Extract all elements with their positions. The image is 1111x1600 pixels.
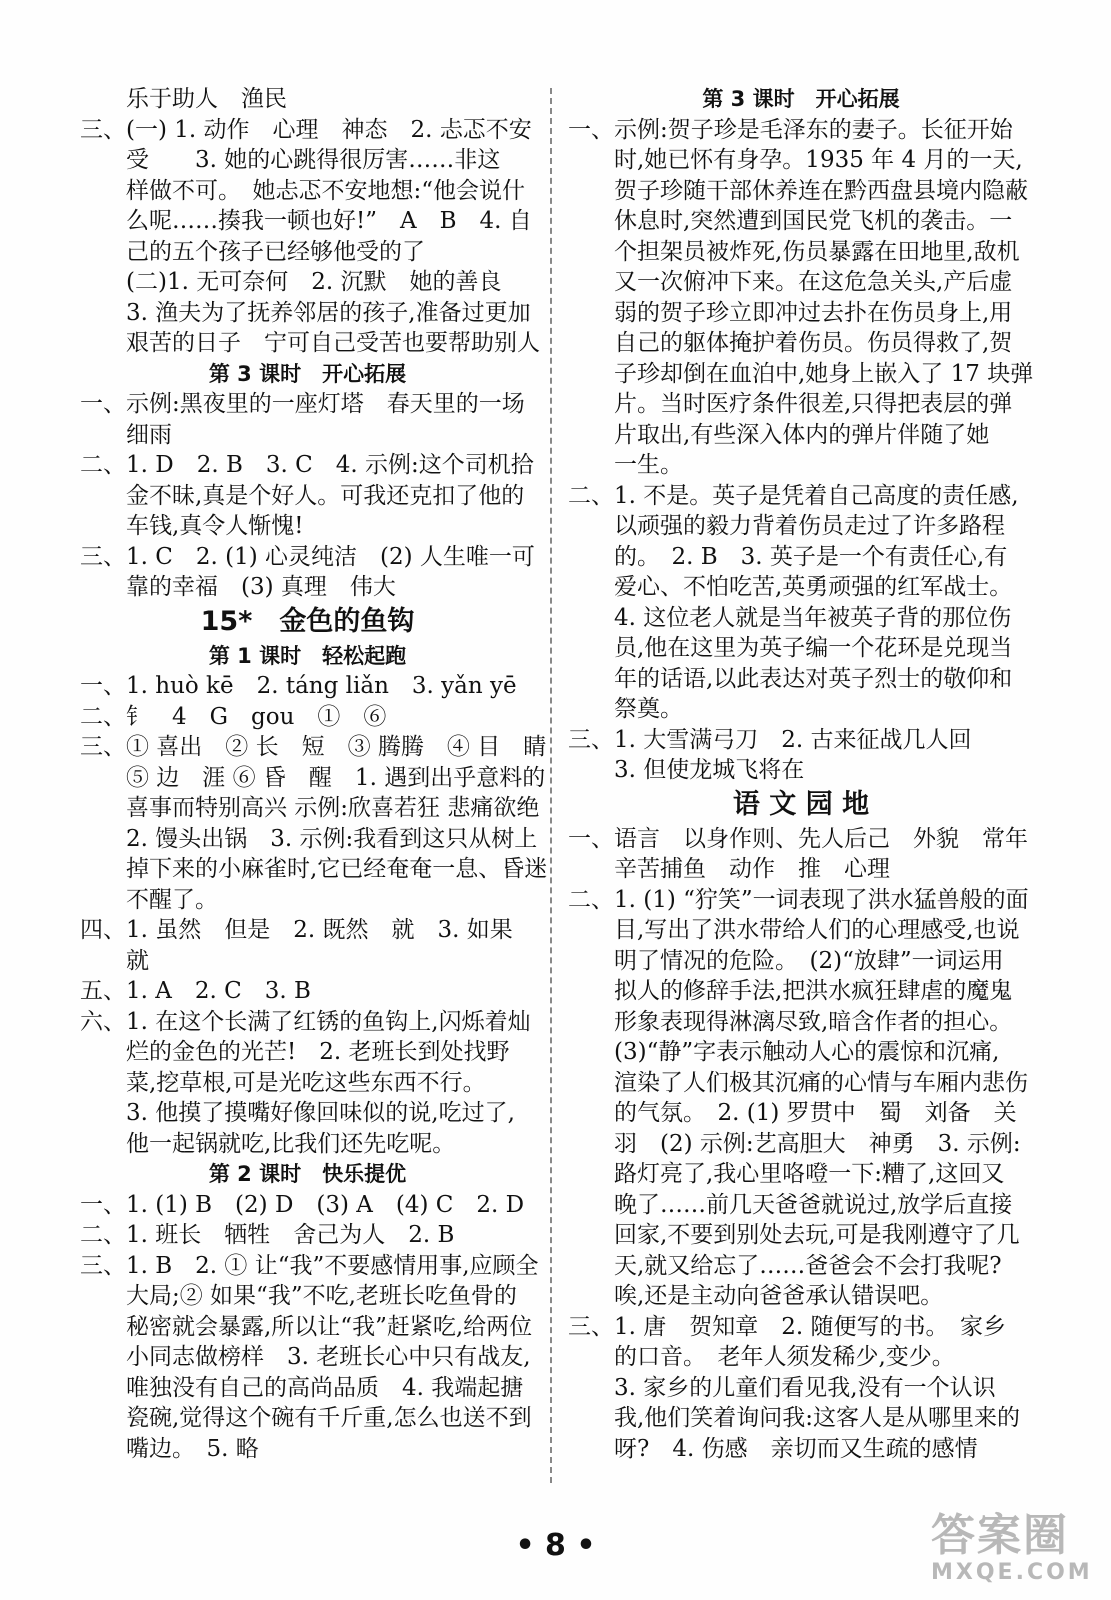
answer-line: 又一次俯冲下来。在这危急关头,产后虚 [614,269,1013,295]
lesson-heading: 第 3 课时 开心拓展 [702,87,900,111]
answer-line: 一、1. (1) B (2) D (3) A (4) C 2. D [80,1191,525,1218]
answer-line: 样做不可。 她忐忑不安地想:“他会说什 [126,177,526,204]
answer-line: 金不昧,真是个好人。可我还克扣了他的 [126,482,525,509]
answer-line: 年的话语,以此表达对英子烈士的敬仰和 [614,665,1013,692]
answer-line: 一、语言 以身作则、先人后己 外貌 常年 [568,825,1028,852]
answer-line: 我,他们笑着询问我:这客人是从哪里来的 [614,1405,1021,1431]
answer-line: 六、1. 在这个长满了红锈的鱼钩上,闪烁着灿 [80,1008,531,1035]
answer-line: 二、1. 班长 牺牲 舍己为人 2. B [80,1222,455,1248]
watermark-logo [931,1512,1101,1592]
answer-line: 一生。 [614,452,683,478]
answer-line: 3. 但使龙城飞将在 [614,757,805,783]
answer-line: 晚了……前几天爸爸就说过,放学后直接 [614,1191,1013,1218]
answer-line: 大局;② 如果“我”不吃,老班长吃鱼骨的 [126,1283,517,1309]
lesson-heading: 第 1 课时 轻松起跑 [208,643,407,668]
answer-line: 靠的幸福 (3) 真理 伟大 [126,574,396,600]
answer-line: 不醒了。 [126,886,218,913]
answer-line: 回家,不要到别处去玩,可是我刚遵守了几 [614,1222,1020,1248]
answer-line: 拟人的修辞手法,把洪水疯狂肆虐的魔鬼 [614,978,1013,1004]
answer-line: 三、1. 大雪满弓刀 2. 古来征战几人回 [568,726,972,753]
answer-line: 烂的金色的光芒! 2. 老班长到处找野 [126,1039,510,1065]
answer-line: 个担架员被炸死,伤员暴露在田地里,敌机 [614,238,1020,265]
answer-line: 天,就又给忘了……爸爸会不会打我呢? [614,1252,1002,1279]
answer-line: 的气氛。 2. (1) 罗贯中 蜀 刘备 关 [614,1100,1017,1126]
answer-line: 渲染了人们极其沉痛的心情与车厢内悲伤 [614,1069,1028,1096]
column-divider [550,88,552,1483]
lesson-heading: 第 3 课时 开心拓展 [208,361,407,386]
answer-line: 五、1. A 2. C 3. B [80,978,311,1004]
answer-line: 他一起锅就吃,比我们还先吃呢。 [126,1130,456,1157]
answer-line: 受 3. 她的心跳得很厉害……非这 [126,147,501,173]
answer-line: 瓷碗,觉得这个碗有千斤重,怎么也送不到 [126,1405,532,1431]
answer-line: 弱的贺子珍立即冲过去扑在伤员身上,用 [614,299,1013,326]
answer-line: 秘密就会暴露,所以让“我”赶紧吃,给两位 [126,1313,533,1340]
answer-line: 3. 家乡的儿童们看见我,没有一个认识 [614,1374,996,1401]
answer-line: 二、1. D 2. B 3. C 4. 示例:这个司机拾 [80,452,534,478]
answer-line: 二、1. (1) “狞笑”一词表现了洪水猛兽般的面 [568,886,1029,913]
answer-line: 乐于助人 渔民 [126,86,287,112]
watermark-text: 答案圈 [931,1510,1069,1561]
answer-line: 二、钅 4 G gou ① ⑥ [80,703,387,730]
answer-line: 目,写出了洪水带给人们的心理感受,也说 [614,917,1020,943]
answer-line: 三、1. B 2. ① 让“我”不要感情用事,应顾全 [80,1252,539,1279]
answer-line: 三、① 喜出 ② 长 短 ③ 腾腾 ④ 目 睛 [80,734,547,760]
page-number: • 8 • [515,1528,596,1563]
answer-line: 羽 (2) 示例:艺高胆大 神勇 3. 示例: [614,1130,1021,1157]
answer-line: 小同志做榜样 3. 老班长心中只有战友, [126,1344,531,1370]
answer-line: 爱心、不怕吃苦,英勇顽强的红军战士。 [614,574,1013,600]
answer-line: 四、1. 虽然 但是 2. 既然 就 3. 如果 [80,917,513,943]
answer-line: 3. 渔夫为了抚养邻居的孩子,准备过更加 [126,299,531,326]
answer-line: 路灯亮了,我心里咯噔一下:糟了,这回又 [614,1161,1005,1187]
answer-line: 3. 他摸了摸嘴好像回味似的说,吃过了, [126,1100,515,1126]
answer-line: 的。 2. B 3. 英子是一个有责任心,有 [614,543,1008,570]
answer-line: 子珍却倒在血泊中,她身上嵌入了 17 块弹 [614,360,1034,387]
answer-line: 自己的躯体掩护着伤员。伤员得救了,贺 [614,330,1013,356]
answer-line: 己的五个孩子已经够他受的了 [126,238,425,265]
answer-line: 掉下来的小麻雀时,它已经奄奄一息、昏迷 [126,856,548,882]
answer-line: 时,她已怀有身孕。1935 年 4 月的一天, [614,147,1023,173]
answer-line: 唯独没有自己的高尚品质 4. 我端起搪 [126,1374,524,1401]
answer-line: 三、1. 唐 贺知章 2. 随便写的书。 家乡 [568,1313,1007,1340]
answer-line: 片。当时医疗条件很差,只得把表层的弹 [614,391,1013,417]
watermark-site: MXQE.COM [931,1560,1093,1585]
answer-line: 一、示例:贺子珍是毛泽东的妻子。长征开始 [568,116,1013,143]
answer-line: 一、示例:黑夜里的一座灯塔 春天里的一场 [80,391,525,417]
answer-line: 嘴边。 5. 略 [126,1435,259,1462]
answer-line: 菜,挖草根,可是光吃这些东西不行。 [126,1069,486,1096]
answer-line: 呀? 4. 伤感 亲切而又生疏的感情 [614,1435,978,1462]
answer-line: 祭奠。 [614,696,683,722]
answer-line: (3)“静”字表示触动人心的震惊和沉痛, [614,1039,1000,1065]
answer-line: 休息时,突然遭到国民党飞机的袭击。一 [614,208,1013,234]
section-title: 15* 金色的鱼钩 [200,605,415,637]
answer-line: 形象表现得淋漓尽致,暗含作者的担心。 [614,1008,1013,1035]
answer-line: 二、1. 不是。英子是凭着自己高度的责任感, [568,482,1019,509]
lesson-heading: 第 2 课时 快乐提优 [208,1162,407,1186]
answer-line: 的口音。 老年人须发稀少,变少。 [614,1344,955,1370]
answer-line: (二)1. 无可奈何 2. 沉默 她的善良 [126,269,502,295]
answer-line: 三、(一) 1. 动作 心理 神态 2. 忐忑不安 [80,116,532,143]
section-title: 语 文 园 地 [732,788,870,820]
answer-line: 以顽强的毅力背着伤员走过了许多路程 [614,513,1005,539]
answer-line: 明了情况的危险。 (2)“放肆”一词运用 [614,947,1004,974]
answer-line: 唉,还是主动向爸爸承认错误吧。 [614,1283,944,1309]
answer-line: 三、1. C 2. (1) 心灵纯洁 (2) 人生唯一可 [80,543,535,570]
answer-line: ⑤ 边 涯 ⑥ 昏 醒 1. 遇到出乎意料的 [126,764,546,791]
answer-line: 4. 这位老人就是当年被英子背的那位伤 [614,604,1012,631]
answer-line: 么呢……揍我一顿也好!” A B 4. 自 [126,208,532,234]
left-column [80,84,548,1464]
answer-line: 员,他在这里为英子编一个花环是兑现当 [614,635,1013,661]
answer-line: 细雨 [126,421,172,448]
answer-line: 一、1. huò kē 2. táng liǎn 3. yǎn yē [80,673,517,699]
answer-line: 就 [126,947,149,974]
answer-line: 喜事而特别高兴 示例:欣喜若狂 悲痛欲绝 [126,795,540,821]
right-column [568,84,1034,1464]
answer-line: 艰苦的日子 宁可自己受苦也要帮助别人 [126,330,540,356]
answer-line: 2. 馒头出锅 3. 示例:我看到这只从树上 [126,825,538,852]
answer-line: 贺子珍随干部休养连在黔西盘县境内隐蔽 [614,177,1028,204]
answer-line: 片取出,有些深入体内的弹片伴随了她 [614,421,990,448]
answer-line: 辛苦捕鱼 动作 推 心理 [614,856,890,882]
answer-line: 车钱,真令人惭愧! [126,513,304,539]
